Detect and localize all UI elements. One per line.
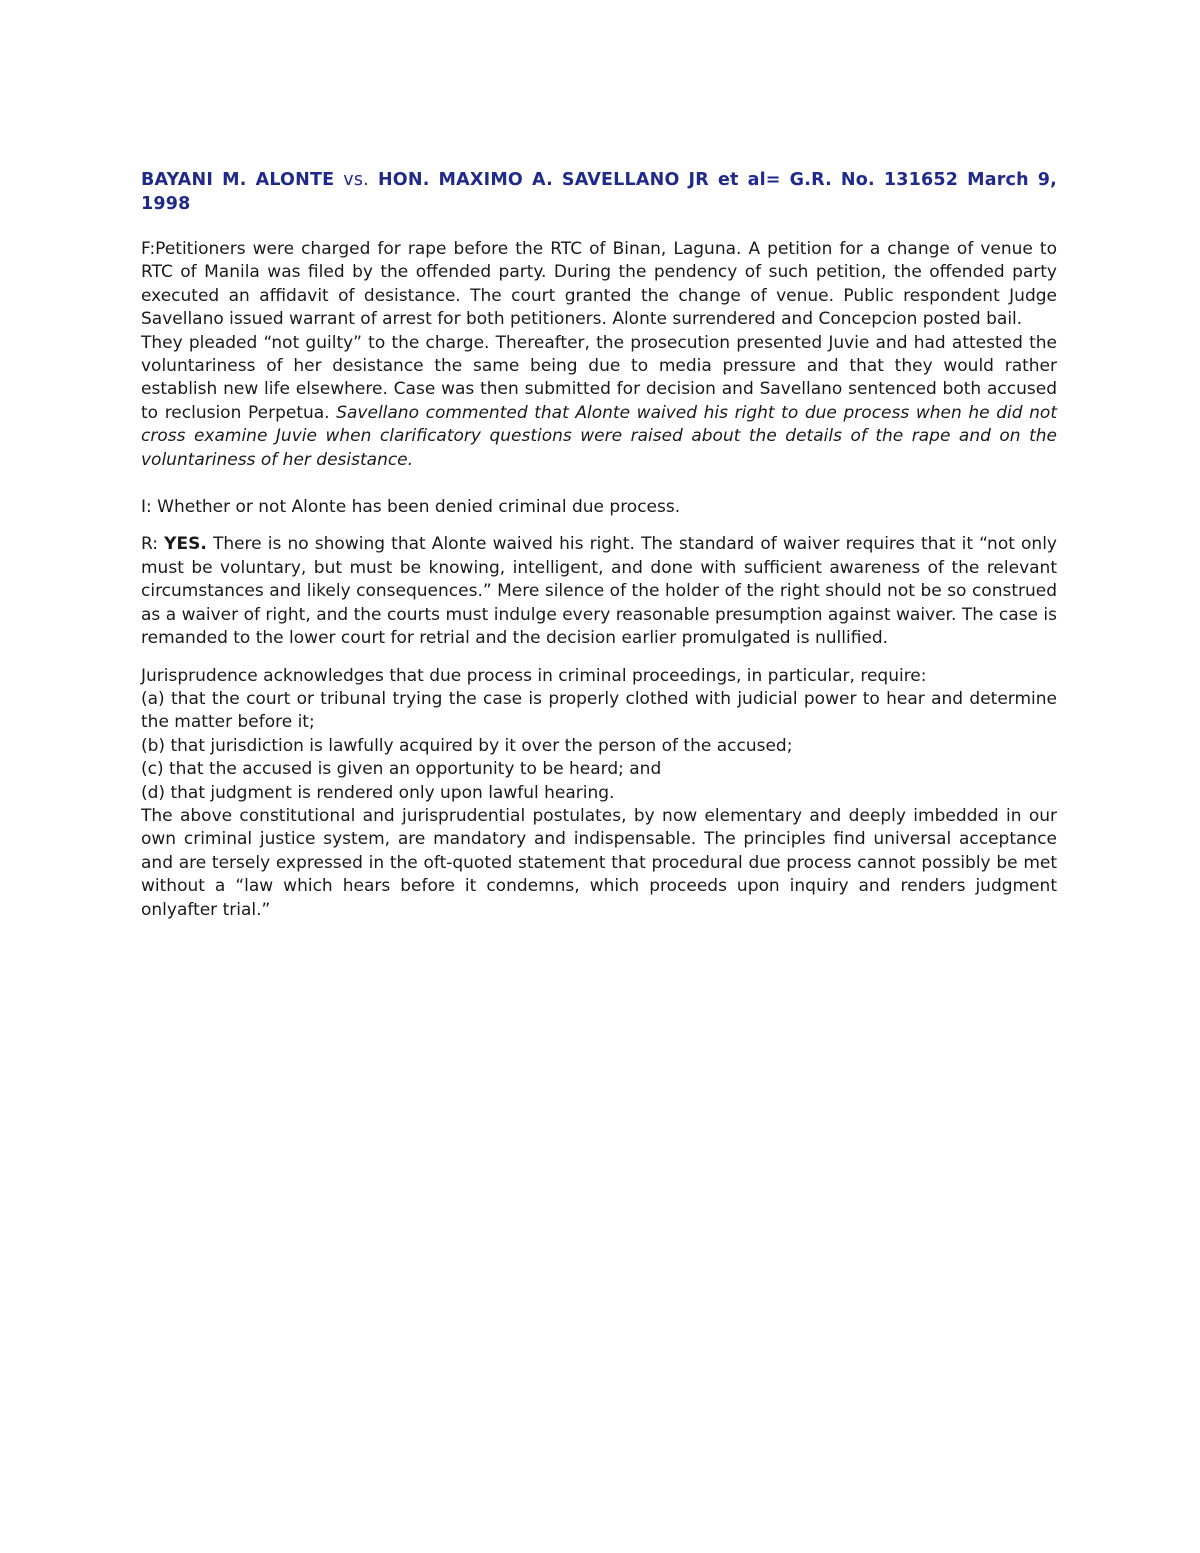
jurisprudence-item-b: (b) that jurisdiction is lawfully acquired by it over the person of the accused; [141,735,793,756]
case-title-respondent: HON. MAXIMO A. SAVELLANO JR et al= G.R. No. 131652 March 9, 1998 [141,170,1058,214]
jurisprudence-intro: Jurisprudence acknowledges that due process in criminal proceedings, in particular, require: [141,665,927,686]
facts-continued-paragraph [141,332,1057,472]
facts-paragraph: F:Petitioners were charged for rape before the RTC of Binan, Laguna. A petition for a change of venue to RTC of Manila was filed by the offended party. During the pendency of such petition, the offended party executed an affidavit of desistance. The court granted the change of venue. Public respondent Judge Savellano issued warrant of arrest for both petitioners. Alonte surrendered and Concepcion posted bail. [141,239,1057,330]
ruling-paragraph [141,533,1057,650]
facts-continued-text: They pleaded “not guilty” to the charge. Thereafter, the prosecution presented Juvie and had attested the voluntariness of her desistance the same being due to media pressure and that they would rather establish new life elsewhere. Case was then submitted for decision and Savellano sentenced both accused to reclusion Perpetua. [141,332,1057,423]
facts-italic-comment: Savellano commented that Alonte waived his right to due process when he did not cross examine Juvie when clarificatory questions were raised about the details of the rape and on the voluntariness of her desistance. [141,402,1057,470]
ruling-verdict: YES. [164,534,207,555]
issue-paragraph: I: Whether or not Alonte has been denied criminal due process. [141,497,681,518]
jurisprudence-item-a: (a) that the court or tribunal trying the case is properly clothed with judicial power to hear and determine the matter before it; [141,688,1057,733]
case-title-vs: vs. [343,170,369,190]
jurisprudence-closing: The above constitutional and jurisprudential postulates, by now elementary and deeply imbedded in our own criminal justice system, are mandatory and indispensable. The principles find universal acceptance and are tersely expressed in the oft-quoted statement that procedural due process cannot possibly be met without a “law which hears before it condemns, which proceeds upon inquiry and renders judgment onlyafter trial.” [141,805,1057,920]
case-title [141,168,1057,216]
jurisprudence-item-d: (d) that judgment is rendered only upon lawful hearing. [141,782,615,803]
ruling-text: There is no showing that Alonte waived his right. The standard of waiver requires that it “not only must be voluntary, but must be knowing, intelligent, and done with sufficient awareness of the relevant circumstances and likely consequences.” Mere silence of the holder of the right should not be so construed as a waiver of right, and the courts must indulge every reasonable presumption against waiver. The case is remanded to the lower court for retrial and the decision earlier promulgated is nullified. [141,534,1057,649]
case-title-petitioner: BAYANI M. ALONTE [141,170,335,190]
ruling-prefix: R: [141,534,159,555]
jurisprudence-item-c: (c) that the accused is given an opportunity to be heard; and [141,759,662,780]
document-body [141,168,1057,922]
